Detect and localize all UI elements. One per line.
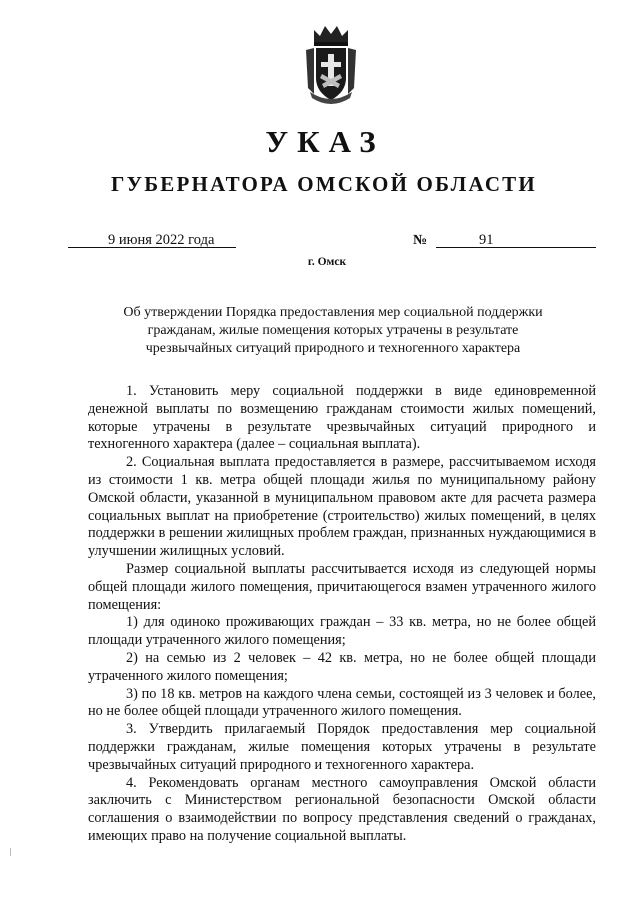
heading-line: гражданам, жилые помещения которых утрачены в результате	[147, 323, 519, 338]
paragraph-item-3: 3. Утвердить прилагаемый Порядок предоставления мер социальной поддержки гражданам, жилые помещения которых утрачены в результате чрезвычайных ситуаций природного и техногенного характера.	[88, 721, 596, 773]
paragraph-norm-3: 3) по 18 кв. метров на каждого члена семьи, состоящей из 3 человек и более, но не более общей площади утраченного жилого помещения.	[88, 685, 596, 720]
paragraph-norm-1: 1) для одиноко проживающих граждан – 33 кв. метра, но не более общей площади утраченного жилого помещения;	[88, 614, 596, 649]
decree-heading	[90, 304, 576, 358]
paragraph-area-norms: Размер социальной выплаты рассчитывается исходя из следующей нормы общей площади жилого помещения, причитающегося взамен утраченного жилого помещения:	[88, 560, 596, 613]
decree-title: УКАЗ	[265, 124, 385, 159]
decree-body	[88, 383, 596, 846]
paragraph-item-4: 4. Рекомендовать органам местного самоуправления Омской области заключить с Министерством региональной безопасности Омской области соглашения о взаимодействии по вопросу представления сведений о гражданах, имеющих право на получение социальной выплаты.	[88, 774, 596, 844]
heading-line: Об утверждении Порядка предоставления мер социальной поддержки	[123, 305, 543, 320]
heading-line: чрезвычайных ситуаций природного и техногенного характера	[145, 341, 521, 356]
number-sign: №	[413, 233, 428, 248]
number-underline	[436, 247, 596, 248]
paragraph-item-2: 2. Социальная выплата предоставляется в размере, рассчитываемом исходя из стоимости 1 кв. метра общей площади жилья по муниципальному району Омской области, указанной в муниципальном правовом акте для расчета размера социальных выплат на приобретение (строительство) жилых помещений, в целях поддержки в решении жилищных проблем граждан, признанных нуждающимися в улучшении жилищных условий.	[88, 454, 596, 560]
decree-number: 91	[479, 232, 494, 248]
scan-mark	[10, 848, 11, 856]
omsk-coat-of-arms-icon	[300, 22, 362, 104]
paragraph-norm-2: 2) на семью из 2 человек – 42 кв. метра, но не более общей площади утраченного жилого помещения;	[88, 649, 596, 684]
date-underline	[68, 247, 236, 248]
paragraph-item-1: 1. Установить меру социальной поддержки в виде единовременной денежной выплаты по возмещению гражданам стоимости жилых помещений, которые утрачены в результате чрезвычайных ситуаций природного и техногенного характера (далее – социальная выплата).	[88, 383, 596, 453]
decree-date: 9 июня 2022 года	[108, 232, 215, 248]
decree-subtitle: ГУБЕРНАТОРА ОМСКОЙ ОБЛАСТИ	[111, 172, 537, 196]
issue-city: г. Омск	[307, 256, 347, 268]
